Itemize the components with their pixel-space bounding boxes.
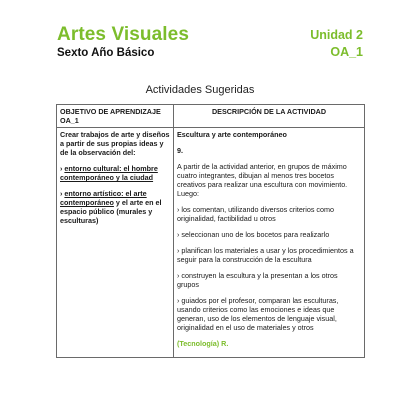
activity-intro: A partir de la actividad anterior, en grupos de máximo cuatro integrantes, dibujan al menos tres bocetos creativos para realizar una escultura con movimiento. Luego: [177, 162, 348, 198]
table-row [57, 128, 365, 358]
objective-cell [57, 128, 174, 358]
objective-intro: Crear trabajos de arte y diseños a partir de sus propias ideas y de la observación del: [60, 130, 170, 157]
activity-step: › guiados por el profesor, comparan las esculturas, usando criterios como las emociones e ideas que generan, uso de los elementos de lenguaje visual, originalidad en el uso de materiales y otros [177, 296, 339, 332]
bullet-marker: › [60, 164, 65, 173]
activity-number: 9. [177, 146, 183, 155]
objective-item-artistic-rest: y el arte en el espacio público (murales y esculturas) [60, 198, 162, 225]
header-objective: OBJETIVO DE APRENDIZAJE OA_1 [57, 105, 174, 128]
objective-item-artistic-underlined: entorno artístico: el arte contemporáneo [60, 189, 147, 207]
header-description: DESCRIPCIÓN DE LA ACTIVIDAD [174, 105, 365, 128]
activity-step: › seleccionan uno de los bocetos para realizarlo [177, 230, 330, 239]
objective-item-cultural [60, 164, 170, 182]
technology-tag: (Tecnología) R. [177, 339, 229, 348]
activity-step: › construyen la escultura y la presentan a los otros grupos [177, 271, 338, 289]
table-header-row [57, 105, 365, 128]
activity-title: Escultura y arte contemporáneo [177, 130, 287, 139]
grade-subtitle: Sexto Año Básico [57, 47, 155, 59]
activity-table [56, 104, 365, 358]
page-title: Artes Visuales [57, 24, 190, 45]
bullet-marker: › [60, 189, 65, 198]
document-header [57, 24, 363, 64]
objective-item-artistic [60, 189, 170, 225]
oa-label: OA_1 [330, 45, 363, 59]
description-cell [174, 128, 365, 358]
activity-step: › los comentan, utilizando diversos criterios como originalidad, factibilidad u otros [177, 205, 334, 223]
unit-label: Unidad 2 [310, 28, 363, 42]
objective-item-cultural-text: entorno cultural: el hombre contemporáneo y la ciudad [60, 164, 158, 182]
section-title: Actividades Sugeridas [145, 84, 255, 96]
activity-step: › planifican los materiales a usar y los procedimientos a seguir para la construcción de la escultura [177, 246, 354, 264]
